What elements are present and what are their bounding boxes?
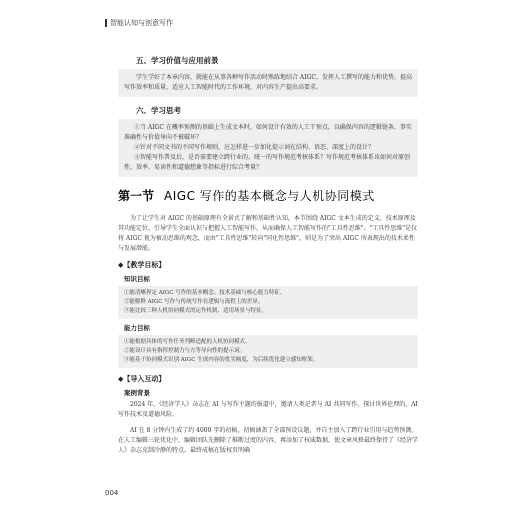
chapter-heading bbox=[118, 187, 418, 204]
case-paragraph-2: AI 在 8 分钟内生成了约 4000 字的初稿，初稿涵盖了全部预设议题，并自主加入了跨行业引用与趋势预测。在人工编辑三轮优化中，编辑团队先删除了推断过度的内容，再添加了权威数据，使文章风格最终保持了《经济学人》杂志克制冷静的特点。最终成稿在版权页明确 bbox=[118, 427, 419, 454]
chapter-number: 第一节 bbox=[118, 189, 155, 203]
knowledge-goal-item: ②能解释 AIGC 写作与传统写作在逻辑与流程上的差异。 bbox=[124, 299, 264, 305]
knowledge-goal-item: ①能清晰界定 AIGC 写作的基本概念、技术基础与核心能力特征。 bbox=[124, 290, 286, 296]
knowledge-goal-item: ③能比较三种人机协同模式的运作机制、适用场景与特征。 bbox=[124, 308, 268, 314]
section6-block bbox=[118, 119, 418, 177]
section5-text: 学生学好了本章内容，就能在从事各种写作活动时熟练地结合 AIGC，发挥人工撰写的能力和优势，提高写作效率和质量，适应人工智能时代的工作环境，对内容生产提出高要求。 bbox=[124, 74, 412, 91]
ability-goal-item: ①能根据具体的写作任务判断适配的人机协同模式。 bbox=[124, 339, 251, 345]
header-title: 智能认知与创意写作 bbox=[110, 19, 173, 27]
section6-item: ①当 AIGC 在概率预测的基础上生成文本时，如何设计有效的人工干预点，以确保内容的逻辑链条、事实准确性与价值导向不被破坏？ bbox=[124, 124, 412, 141]
ability-goal-item: ③能基于协同模式识别 AIGC 生成内容的优劣倾度，为后续优化建立感知框架。 bbox=[124, 357, 319, 363]
knowledge-goal-heading: 知识目标 bbox=[124, 275, 150, 283]
knowledge-goal-box bbox=[118, 286, 418, 319]
page-number: 004 bbox=[105, 489, 119, 497]
section6-title: 六、学习思考 bbox=[136, 106, 181, 115]
import-heading: ◆【导入互动】 bbox=[118, 375, 166, 383]
case-paragraph-1: 2024 年，《经济学人》杂志在 AI 与写作主题的报道中，邀请人类记者与 AI 共同写作，探讨世界伦理的、AI 写作技术及道德风险。 bbox=[118, 401, 418, 418]
section6-item: ②针对不同文书的不同写作规则，应怎样进一步加化提示词在结构、语态、深度上的设计？ bbox=[134, 144, 375, 151]
intro-paragraph: 为了让学生对 AIGC 的基础原理有全景式了解和基础性认知，本节围绕 AIGC 文本生成的定义、技术原理及其功能定位，引导学生全面认识与把握人工智能写作，从而确保人工智能写作的"工具性思维"。"工具性思维"是仅将 AIGC 视为被动思维的观念，而由"工具性思维"转向"同化性思维"，则是为了突出 AIGC 所表现出的技术柔性与发展潜能。 bbox=[118, 215, 418, 252]
header-bar-icon bbox=[105, 19, 107, 27]
ability-goal-box bbox=[118, 335, 418, 368]
ability-goal-heading: 能力目标 bbox=[124, 324, 150, 332]
teach-goal-heading: ◆【教学目标】 bbox=[118, 261, 166, 269]
case-heading: 案例背景 bbox=[124, 389, 150, 397]
ability-goal-item: ②能设计具有指挥控制力与方等导向性的提示词。 bbox=[124, 348, 246, 354]
section5-title: 五、学习价值与应用前景 bbox=[136, 56, 219, 65]
page-content bbox=[118, 55, 418, 462]
section6-item: ③智能写作普及后，是否需要建立跨行业的、统一的写作规范考核体系？写作规范考核体系该如何对原创性、效率、易读性和道德想象等指标进行综合考量？ bbox=[124, 154, 411, 171]
running-header bbox=[105, 18, 173, 28]
section5-block bbox=[118, 69, 418, 97]
chapter-title: AIGC 写作的基本概念与人机协同模式 bbox=[164, 189, 375, 203]
